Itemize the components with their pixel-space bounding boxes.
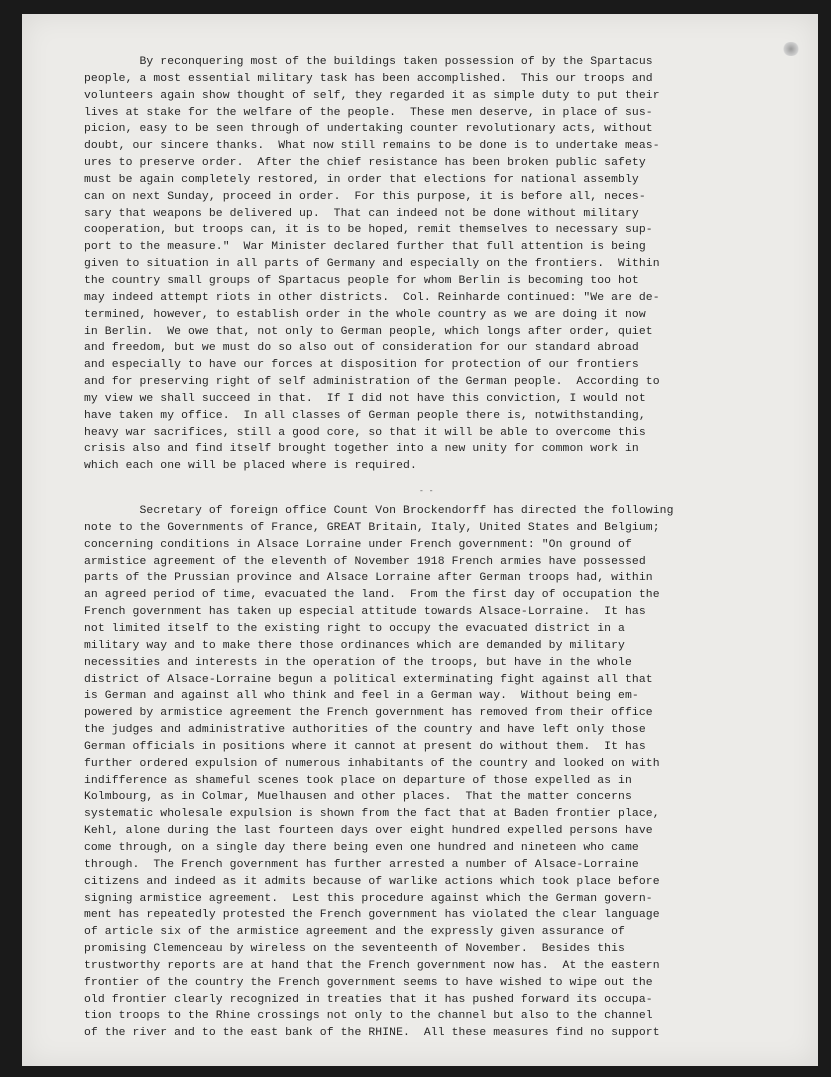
paragraph-war-minister (84, 54, 774, 475)
text-line: given to situation in all parts of Germany and especially on the frontiers. Within (84, 258, 660, 271)
text-line: of article six of the armistice agreement and the expressly given assurance of (84, 926, 625, 939)
text-line: is German and against all who think and feel in a German way. Without being em- (84, 690, 639, 703)
text-line: By reconquering most of the buildings taken possession of by the Spartacus (84, 56, 653, 68)
text-line: military way and to make there those ordinances which are demanded by military (84, 639, 625, 652)
text-line: concerning conditions in Alsace Lorraine under French government: "On ground of (84, 538, 632, 551)
paper-fold-mark (782, 42, 800, 56)
text-line: ures to preserve order. After the chief resistance has been broken public safety (84, 157, 646, 170)
text-line: powered by armistice agreement the French government has removed from their office (84, 707, 653, 720)
text-line: old frontier clearly recognized in treaties that it has pushed forward its occupa- (84, 993, 653, 1006)
text-line: in Berlin. We owe that, not only to German people, which longs after order, quiet (84, 325, 653, 338)
text-line: volunteers again show thought of self, they regarded it as simple duty to put their (84, 89, 660, 102)
text-line: lives at stake for the welfare of the people. These men deserve, in place of sus- (84, 106, 653, 119)
text-line: and freedom, but we must do so also out of consideration for our standard abroad (84, 342, 639, 355)
text-line: Secretary of foreign office Count Von Brockendorff has directed the following (84, 505, 674, 518)
text-line: sary that weapons be delivered up. That can indeed not be done without military (84, 207, 639, 220)
text-line: promising Clemenceau by wireless on the seventeenth of November. Besides this (84, 943, 625, 956)
text-line: and for preserving right of self administration of the German people. According to (84, 376, 660, 389)
text-line: French government has taken up especial attitude towards Alsace-Lorraine. It has (84, 606, 646, 619)
text-line: citizens and indeed as it admits because of warlike actions which took place before (84, 875, 660, 888)
text-line: through. The French government has further arrested a number of Alsace-Lorraine (84, 858, 639, 871)
typewritten-page (22, 14, 818, 1066)
text-line: further ordered expulsion of numerous inhabitants of the country and looked on with (84, 757, 660, 770)
text-line: and especially to have our forces at disposition for protection of our frontiers (84, 359, 639, 372)
text-line: German officials in positions where it cannot at present do without them. It has (84, 740, 646, 753)
text-line: not limited itself to the existing right to occupy the evacuated district in a (84, 623, 625, 635)
text-line: tion troops to the Rhine crossings not only to the channel but also to the channel (84, 1010, 653, 1023)
text-line: crisis also and find itself brought together into a new unity for common work in (84, 443, 639, 456)
text-line: picion, easy to be seen through of undertaking counter revolutionary acts, without (84, 123, 653, 136)
section-separator: - - (419, 487, 434, 497)
text-line: termined, however, to establish order in the whole country as we are doing it now (84, 308, 646, 321)
document-body (84, 54, 774, 1042)
text-line: the country small groups of Spartacus people for whom Berlin is becoming too hot (84, 274, 639, 287)
paragraph-alsace-lorraine-note (84, 503, 774, 1042)
text-line: must be again completely restored, in order that elections for national assembly (84, 173, 639, 186)
text-line: parts of the Prussian province and Alsace Lorraine after German troops had, within (84, 572, 653, 585)
text-line: doubt, our sincere thanks. What now still remains to be done is to undertake meas- (84, 140, 660, 153)
text-line: heavy war sacrifices, still a good core, so that it will be able to overcome this (84, 426, 646, 439)
text-line: signing armistice agreement. Lest this procedure against which the German govern- (84, 892, 653, 905)
text-line: note to the Governments of France, GREAT Britain, Italy, United States and Belgium; (84, 521, 660, 534)
text-line: Kolmbourg, as in Colmar, Muelhausen and other places. That the matter concerns (84, 791, 632, 804)
text-line: come through, on a single day there being even one hundred and nineteen who came (84, 841, 639, 854)
text-line: an agreed period of time, evacuated the land. From the first day of occupation the (84, 589, 660, 602)
text-line: the judges and administrative authorities of the country and have left only those (84, 724, 646, 737)
text-line: have taken my office. In all classes of German people there is, notwithstanding, (84, 409, 646, 422)
text-line: armistice agreement of the eleventh of November 1918 French armies have possessed (84, 555, 646, 568)
text-line: trustworthy reports are at hand that the French government now has. At the eastern (84, 959, 660, 972)
text-line: of the river and to the east bank of the RHINE. All these measures find no support (84, 1027, 660, 1040)
text-line: port to the measure." War Minister declared further that full attention is being (84, 241, 646, 254)
text-line: Kehl, alone during the last fourteen days over eight hundred expelled persons have (84, 825, 653, 838)
text-line: indifference as shameful scenes took place on departure of those expelled as in (84, 774, 632, 787)
text-line: people, a most essential military task has been accomplished. This our troops and (84, 72, 653, 85)
text-line: district of Alsace-Lorraine begun a political exterminating fight against all that (84, 673, 653, 686)
text-line: systematic wholesale expulsion is shown from the fact that at Baden frontier place, (84, 808, 660, 821)
text-line: my view we shall succeed in that. If I did not have this conviction, I would not (84, 392, 646, 405)
text-line: can on next Sunday, proceed in order. For this purpose, it is before all, neces- (84, 190, 646, 203)
text-line: ment has repeatedly protested the French government has violated the clear language (84, 909, 660, 922)
text-line: frontier of the country the French government seems to have wished to wipe out the (84, 976, 653, 989)
text-line: may indeed attempt riots in other districts. Col. Reinharde continued: "We are de- (84, 291, 660, 304)
text-line: which each one will be placed where is required. (84, 460, 417, 473)
text-line: cooperation, but troops can, it is to be hoped, remit themselves to necessary sup- (84, 224, 653, 237)
text-line: necessities and interests in the operation of the troops, but have in the whole (84, 656, 632, 669)
